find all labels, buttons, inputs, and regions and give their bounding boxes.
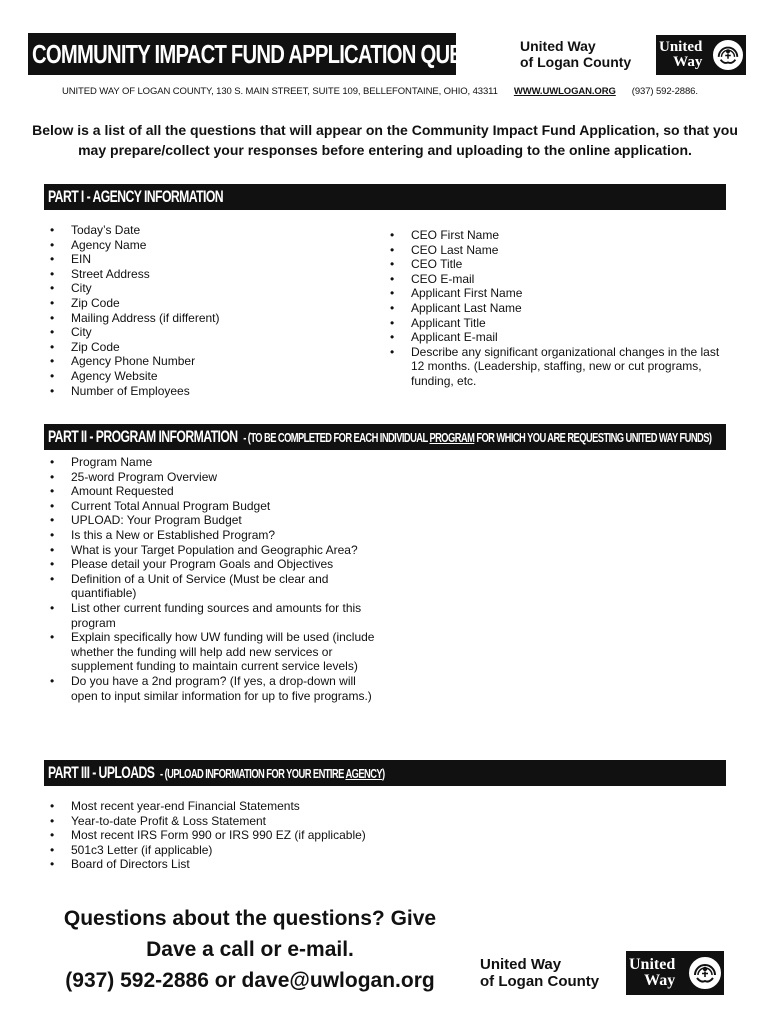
list-item: • City	[45, 281, 345, 296]
list-item: • 25-word Program Overview	[45, 470, 385, 485]
part3-header	[44, 760, 726, 786]
part1-title: PART I - AGENCY INFORMATION	[48, 187, 224, 206]
header-org-line1: United Way	[520, 38, 596, 54]
list-item: • CEO Last Name	[385, 243, 725, 258]
list-item: • Today’s Date	[45, 223, 345, 238]
list-item: • Mailing Address (if different)	[45, 311, 345, 326]
footer-logo-word1: United	[629, 956, 676, 973]
list-item: • Please detail your Program Goals and Objectives	[45, 557, 385, 572]
list-item: • Agency Website	[45, 369, 345, 384]
part3-list	[45, 799, 445, 872]
list-item: • What is your Target Population and Geographic Area?	[45, 543, 385, 558]
header-org-name	[520, 38, 631, 70]
list-item: • Board of Directors List	[45, 857, 445, 872]
header-logo-word2: Way	[673, 54, 703, 70]
hand-person-rainbow-icon	[713, 40, 743, 70]
list-item: • Applicant First Name	[385, 286, 725, 301]
list-item: • EIN	[45, 252, 345, 267]
footer-org-name	[480, 956, 599, 991]
contact-line	[62, 86, 698, 97]
list-item: • Current Total Annual Program Budget	[45, 499, 385, 514]
footer-org-line1: United Way	[480, 956, 562, 973]
part2-title: PART II - PROGRAM INFORMATION	[48, 427, 238, 446]
intro-paragraph: Below is a list of all the questions that will appear on the Community Impact Fund Application, so that you may prepare/collect your responses before entering and uploading to the online application.	[32, 122, 738, 159]
list-item: • Amount Requested	[45, 484, 385, 499]
part2-list	[45, 455, 385, 703]
list-item: • CEO First Name	[385, 228, 725, 243]
list-item: • CEO Title	[385, 257, 725, 272]
list-item: • Number of Employees	[45, 384, 345, 399]
footer-logo-word2: Way	[644, 972, 676, 989]
part2-subtitle: - (TO BE COMPLETED FOR EACH INDIVIDUAL PROGRAM FOR WHICH YOU ARE REQUESTING UNITED WAY FUNDS)	[243, 430, 712, 445]
website-link[interactable]: WWW.UWLOGAN.ORG	[513, 86, 616, 97]
header-united-way-logo	[656, 35, 746, 75]
footer-united-way-logo	[626, 951, 724, 995]
list-item: • City	[45, 325, 345, 340]
mailing-address: UNITED WAY OF LOGAN COUNTY, 130 S. MAIN STREET, SUITE 109, BELLEFONTAINE, OHIO, 43311	[62, 86, 498, 97]
footer-contact-callout	[40, 903, 460, 996]
hand-person-rainbow-icon	[689, 957, 721, 989]
header-logo-word1: United	[659, 39, 703, 55]
part1-header	[44, 184, 726, 210]
list-item: • Describe any significant organizational changes in the last 12 months. (Leadership, staffing, new or cut programs, funding, etc.	[385, 345, 725, 389]
footer-line2: Dave a call or e-mail.	[146, 938, 354, 961]
part2-header	[44, 424, 726, 450]
footer-org-line2: of Logan County	[480, 973, 600, 991]
list-item: • Definition of a Unit of Service (Must be clear and quantifiable)	[45, 572, 385, 601]
list-item: • UPLOAD: Your Program Budget	[45, 513, 385, 528]
list-item: • Street Address	[45, 267, 345, 282]
header-org-line2: of Logan County	[520, 54, 632, 71]
list-item: • 501c3 Letter (if applicable)	[45, 843, 445, 858]
part3-title: PART III - UPLOADS	[48, 763, 155, 782]
footer-line3: (937) 592-2886 or dave@uwlogan.org	[65, 969, 435, 992]
part3-subtitle: - (UPLOAD INFORMATION FOR YOUR ENTIRE AGENCY)	[160, 766, 385, 781]
list-item: • Most recent year-end Financial Statements	[45, 799, 445, 814]
list-item: • Zip Code	[45, 340, 345, 355]
list-item: • Agency Name	[45, 238, 345, 253]
document-title: COMMUNITY IMPACT FUND APPLICATION QUESTIONS	[32, 38, 533, 69]
list-item: • Do you have a 2nd program? (If yes, a drop-down will open to input similar information for up to five programs.)	[45, 674, 385, 703]
part1-right-list	[385, 228, 725, 389]
list-item: • CEO E-mail	[385, 272, 725, 287]
list-item: • Program Name	[45, 455, 385, 470]
list-item: • Year-to-date Profit & Loss Statement	[45, 814, 445, 829]
list-item: • Most recent IRS Form 990 or IRS 990 EZ (if applicable)	[45, 828, 445, 843]
list-item: • Explain specifically how UW funding will be used (include whether the funding will help add new services or supplement funding to maintain current service levels)	[45, 630, 385, 674]
list-item: • Applicant E-mail	[385, 330, 725, 345]
list-item: • Agency Phone Number	[45, 354, 345, 369]
document-title-bar	[28, 33, 533, 75]
list-item: • Applicant Last Name	[385, 301, 725, 316]
list-item: • Is this a New or Established Program?	[45, 528, 385, 543]
list-item: • Applicant Title	[385, 316, 725, 331]
part1-left-list	[45, 223, 345, 398]
footer-line1: Questions about the questions? Give	[63, 907, 437, 930]
phone-number: (937) 592-2886.	[631, 86, 698, 97]
list-item: • Zip Code	[45, 296, 345, 311]
list-item: • List other current funding sources and amounts for this program	[45, 601, 385, 630]
